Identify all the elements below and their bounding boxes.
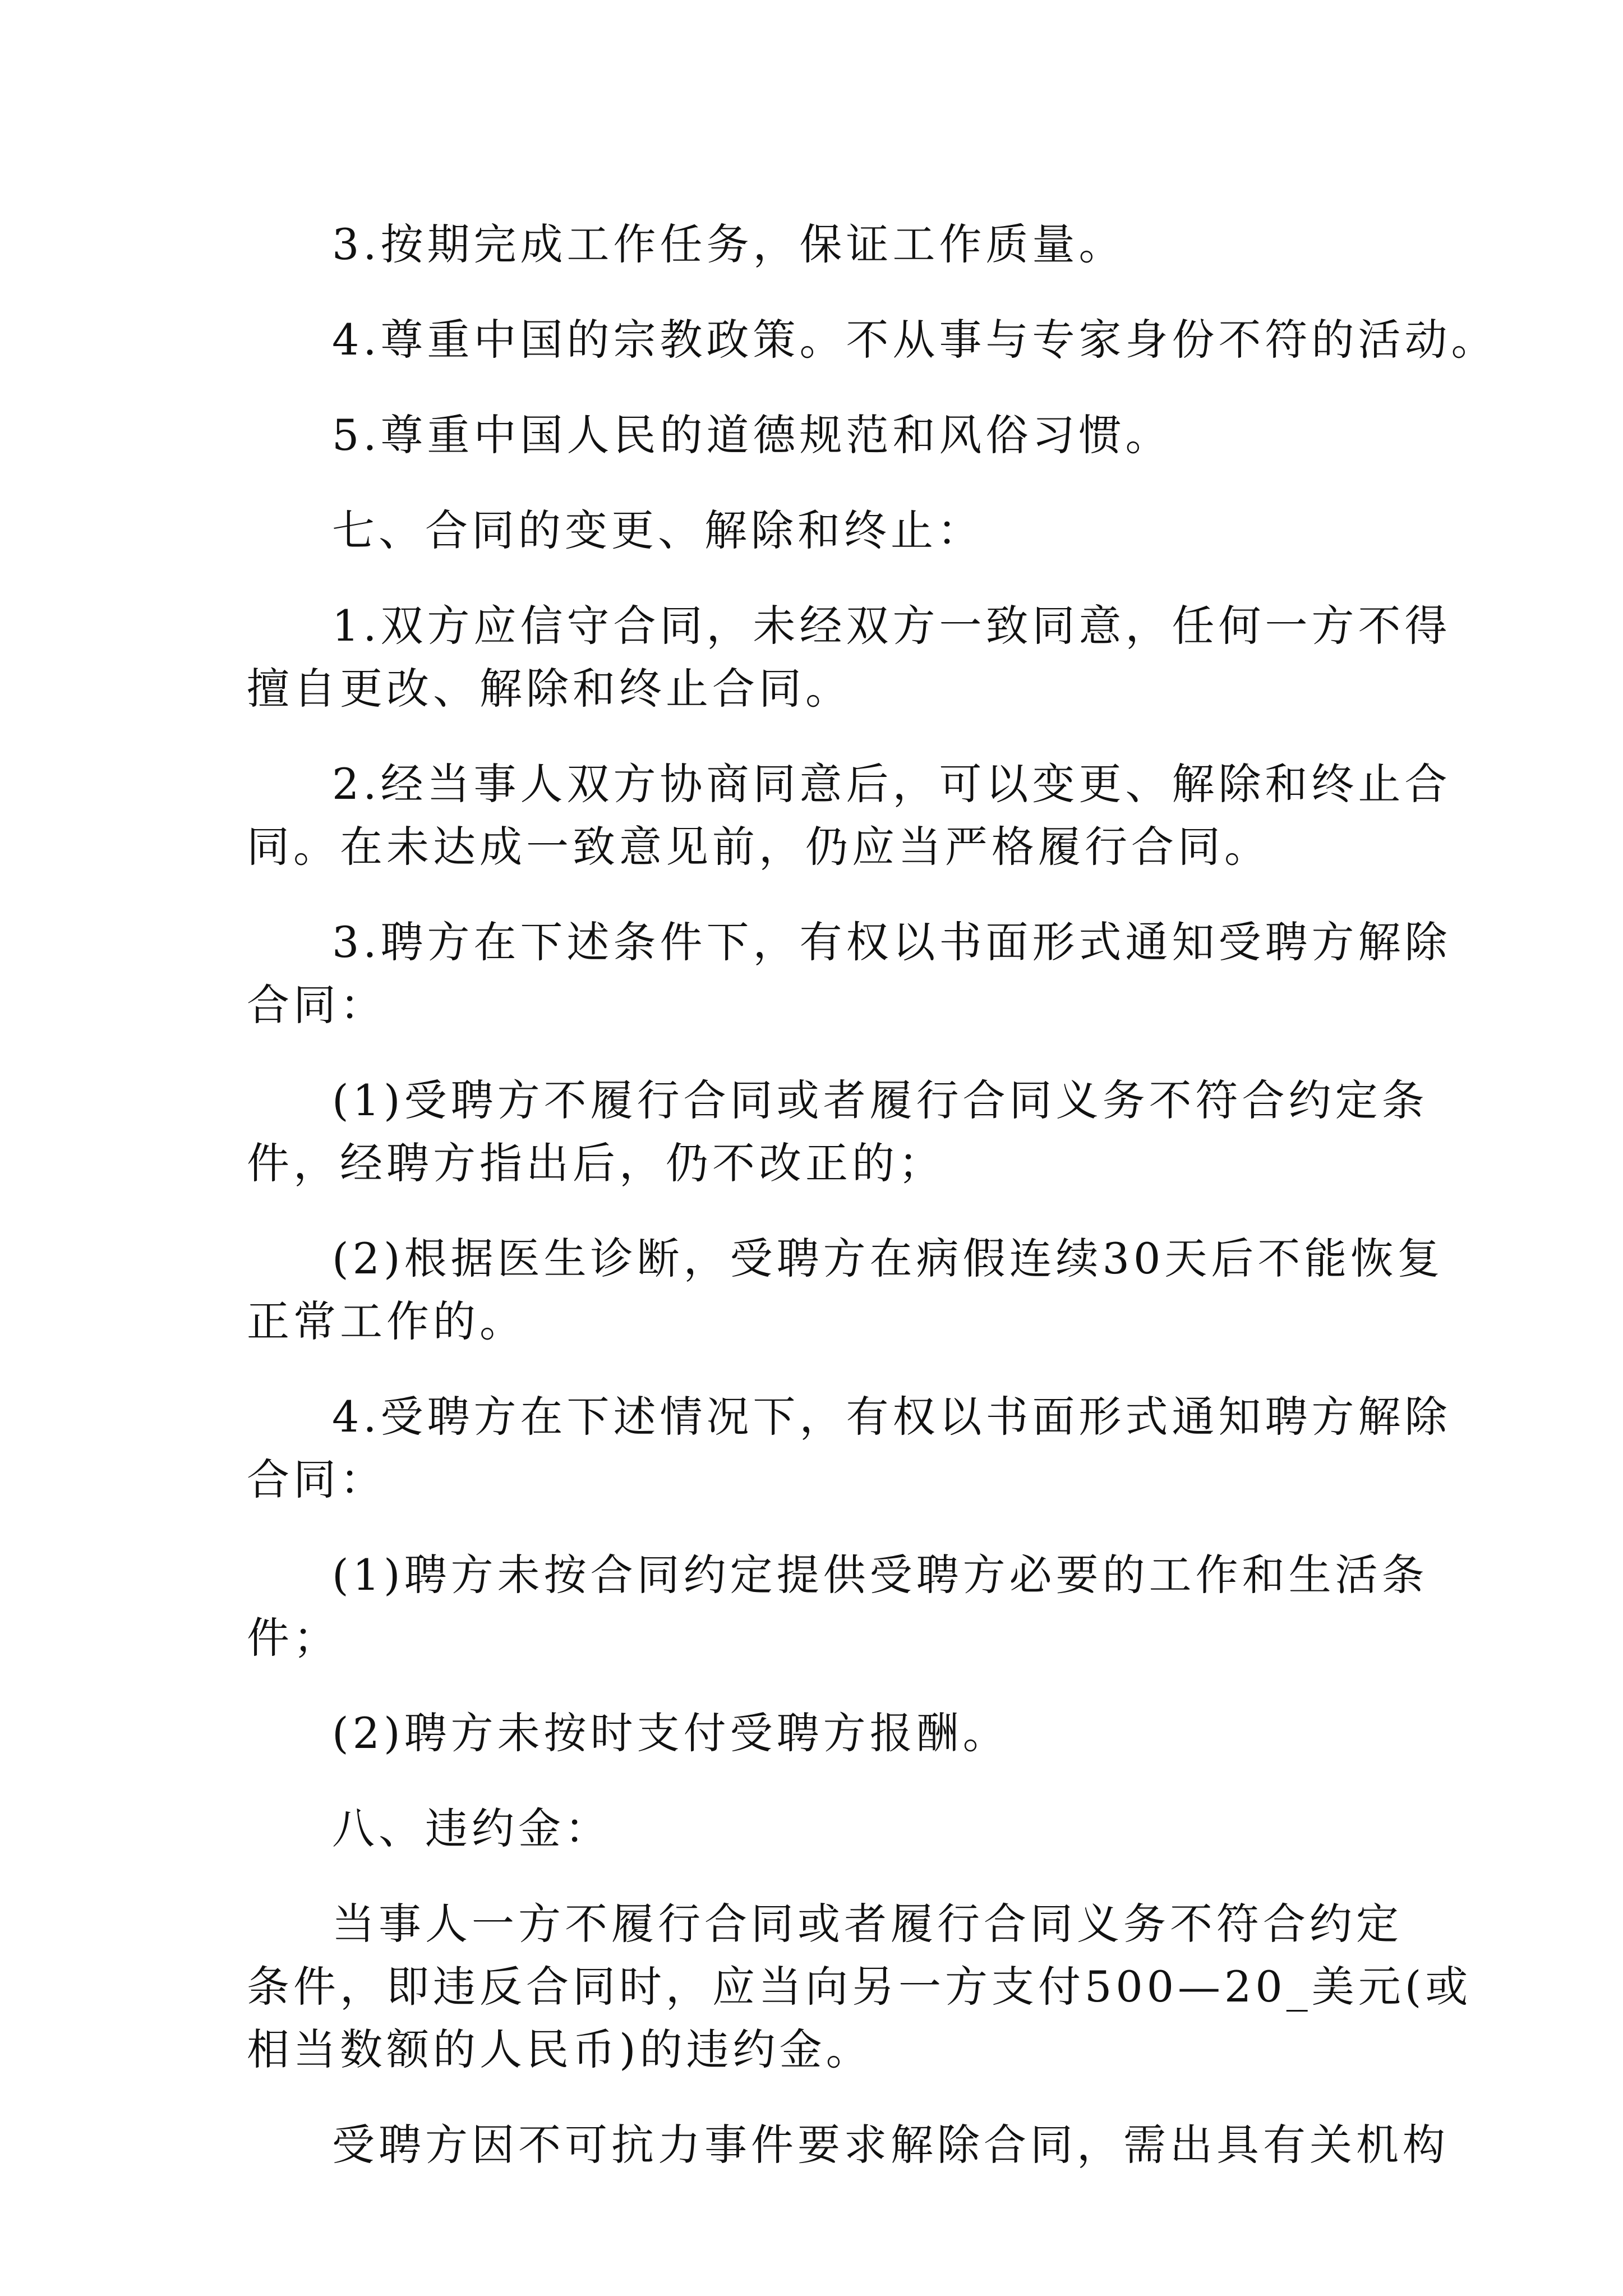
paragraph-line: 4.受聘方在下述情况下，有权以书面形式通知聘方解除 (332, 1392, 1451, 1442)
paragraph-line: (1)受聘方不履行合同或者履行合同义务不符合约定条 (332, 1075, 1428, 1125)
paragraph-line: 合同： (247, 980, 386, 1030)
paragraph-line: 2.经当事人双方协商同意后，可以变更、解除和终止合 (332, 759, 1451, 809)
section-heading: 八、违约金： (332, 1803, 611, 1853)
paragraph-line: (1)聘方未按合同约定提供受聘方必要的工作和生活条 (332, 1550, 1428, 1600)
section-heading: 七、合同的变更、解除和终止： (332, 505, 984, 555)
paragraph-line: 相当数额的人民币)的违约金。 (247, 2024, 873, 2074)
paragraph-line: 4.尊重中国的宗教政策。不从事与专家身份不符的活动。 (332, 315, 1498, 365)
paragraph-line: 合同： (247, 1455, 386, 1504)
paragraph-line: 件，经聘方指出后，仍不改正的； (247, 1138, 945, 1188)
paragraph-line: 件； (247, 1613, 340, 1663)
paragraph-line: 1.双方应信守合同，未经双方一致同意，任何一方不得 (332, 601, 1451, 651)
paragraph-line: 受聘方因不可抗力事件要求解除合同，需出具有关机构 (332, 2120, 1449, 2170)
paragraph-line: 同。在未达成一致意见前，仍应当严格履行合同。 (247, 822, 1271, 872)
document-body (247, 213, 1498, 2177)
paragraph-line: 5.尊重中国人民的道德规范和风俗习惯。 (332, 410, 1172, 460)
paragraph-line: 3.按期完成工作任务，保证工作质量。 (332, 219, 1126, 269)
paragraph-line: (2)根据医生诊断，受聘方在病假连续30天后不能恢复 (332, 1234, 1444, 1283)
paragraph-line: 条件，即违反合同时，应当向另一方支付500—20_美元(或 (247, 1962, 1472, 2012)
paragraph-line: 3.聘方在下述条件下，有权以书面形式通知受聘方解除 (332, 917, 1451, 967)
paragraph-line: 正常工作的。 (247, 1296, 526, 1346)
paragraph-line: 当事人一方不履行合同或者履行合同义务不符合约定 (332, 1899, 1403, 1949)
paragraph-line: 擅自更改、解除和终止合同。 (247, 664, 852, 714)
paragraph-line: (2)聘方未按时支付受聘方报酬。 (332, 1708, 1009, 1758)
